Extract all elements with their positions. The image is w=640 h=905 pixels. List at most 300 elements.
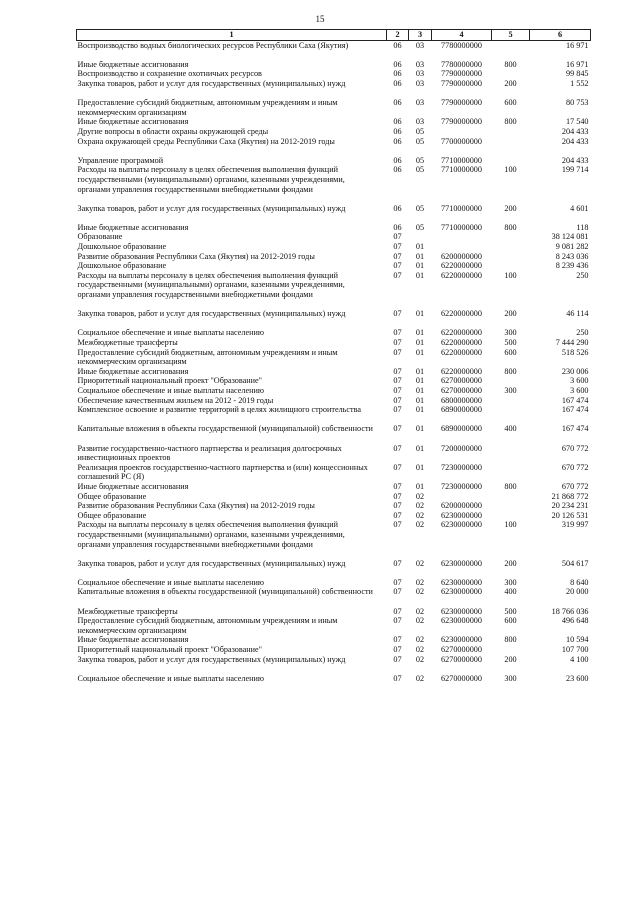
- row-description: Иные бюджетные ассигнования: [77, 59, 189, 69]
- row-expense-type: [492, 376, 530, 386]
- row-expense-type: 400: [504, 587, 517, 597]
- row-amount: 118: [576, 222, 589, 232]
- row-subsection: 01: [415, 376, 425, 386]
- row-description: Общее образование: [77, 491, 147, 501]
- row-section: 07: [393, 309, 402, 319]
- row-description: Предоставление субсидий бюджетным, автономным учреждениям и иным некоммерческим организациям: [77, 347, 338, 367]
- row-section: 07: [393, 606, 402, 616]
- row-section: 07: [393, 558, 402, 568]
- row-target-article: 6200000000: [441, 501, 482, 511]
- row-amount: 23 600: [565, 673, 589, 683]
- row-description: Охрана окружающей среды Республики Саха (Якутия) на 2012-2019 годы: [77, 136, 335, 146]
- row-amount: 504 617: [561, 558, 589, 568]
- row-amount: 46 114: [566, 309, 589, 319]
- row-target-article: 7790000000: [441, 78, 482, 88]
- row-subsection: 05: [415, 155, 425, 165]
- row-target-article: 6890000000: [441, 405, 482, 415]
- row-description: Расходы на выплаты персоналу в целях обеспечения выполнения функций государственными (муниципальными) органами, казенными учреждениями, органами управления государственными внебюджетными фондами: [77, 165, 345, 194]
- row-expense-type: 500: [504, 338, 517, 348]
- row-expense-type: [492, 40, 530, 60]
- row-target-article: [432, 492, 492, 502]
- table-row: [77, 252, 591, 262]
- row-description: Социальное обеспечение и иные выплаты населению: [77, 673, 264, 683]
- row-target-article: 7200000000: [441, 443, 482, 453]
- row-description: Иные бюджетные ассигнования: [77, 366, 189, 376]
- row-expense-type: [492, 645, 530, 655]
- row-subsection: 02: [415, 654, 425, 664]
- row-description: Образование: [77, 232, 123, 242]
- row-target-article: 6230000000: [441, 616, 482, 626]
- row-section: 07: [393, 501, 402, 511]
- row-description: Закупка товаров, работ и услуг для государственных (муниципальных) нужд: [77, 203, 346, 213]
- row-section: 06: [393, 59, 402, 69]
- row-amount: 1 552: [570, 78, 589, 88]
- row-expense-type: 100: [504, 270, 517, 280]
- row-amount: 250: [576, 270, 589, 280]
- row-description: Комплексное освоение и развитие территорий в целях жилищного строительства: [77, 405, 361, 415]
- table-row: [77, 655, 591, 674]
- row-subsection: 05: [415, 222, 425, 232]
- row-amount: 670 772: [561, 443, 589, 453]
- row-subsection: 05: [415, 136, 425, 146]
- table-row: [77, 328, 591, 338]
- row-subsection: 01: [415, 405, 425, 415]
- row-section: 07: [393, 395, 402, 405]
- row-section: 07: [393, 261, 402, 271]
- row-target-article: 7710000000: [441, 165, 482, 175]
- row-section: 06: [393, 155, 402, 165]
- row-expense-type: 300: [504, 328, 517, 338]
- table-row: [77, 137, 591, 156]
- row-expense-type: 100: [504, 520, 517, 530]
- row-subsection: 03: [415, 69, 425, 79]
- row-section: 07: [393, 376, 402, 386]
- table-row: [77, 156, 591, 166]
- row-description: Приоритетный национальный проект "Образование": [77, 376, 263, 386]
- row-subsection: 01: [415, 395, 425, 405]
- row-subsection: 01: [415, 242, 425, 252]
- row-section: 07: [393, 251, 402, 261]
- table-row: [77, 463, 591, 482]
- row-subsection: 03: [415, 59, 425, 69]
- table-row: [77, 444, 591, 463]
- row-target-article: 6230000000: [441, 520, 482, 530]
- table-row: [77, 232, 591, 242]
- row-amount: 8 243 036: [555, 251, 589, 261]
- row-description: Развитие образования Республики Саха (Якутия) на 2012-2019 годы: [77, 501, 315, 511]
- row-amount: 496 648: [561, 616, 589, 626]
- row-amount: 9 081 282: [555, 242, 589, 252]
- row-description: Социальное обеспечение и иные выплаты населению: [77, 577, 264, 587]
- row-expense-type: [492, 242, 530, 252]
- row-section: 07: [393, 366, 402, 376]
- row-amount: 20 126 531: [551, 510, 589, 520]
- table-row: [77, 578, 591, 588]
- row-target-article: 6230000000: [441, 606, 482, 616]
- row-expense-type: 800: [504, 117, 517, 127]
- row-section: 06: [393, 98, 402, 108]
- table-row: [77, 607, 591, 617]
- row-expense-type: 800: [504, 222, 517, 232]
- row-section: 06: [393, 40, 402, 50]
- table-row: [77, 338, 591, 348]
- table-row: [77, 492, 591, 502]
- row-description: Общее образование: [77, 510, 147, 520]
- row-amount: 99 845: [565, 69, 589, 79]
- row-expense-type: 800: [504, 59, 517, 69]
- row-section: 07: [393, 328, 402, 338]
- table-row: [77, 511, 591, 521]
- table-row: [77, 635, 591, 645]
- row-expense-type: [492, 511, 530, 521]
- row-target-article: 7790000000: [441, 117, 482, 127]
- row-expense-type: [492, 232, 530, 242]
- row-description: Иные бюджетные ассигнования: [77, 635, 189, 645]
- row-target-article: 7700000000: [441, 136, 482, 146]
- row-target-article: 6230000000: [441, 558, 482, 568]
- table-row: [77, 242, 591, 252]
- table-row: [77, 367, 591, 377]
- row-target-article: 6270000000: [441, 386, 482, 395]
- table-row: [77, 501, 591, 511]
- row-subsection: 01: [415, 270, 425, 280]
- row-expense-type: [492, 405, 530, 424]
- row-expense-type: 300: [504, 386, 517, 395]
- row-description: Управление программой: [77, 155, 164, 165]
- row-subsection: 02: [415, 673, 425, 683]
- row-expense-type: 500: [504, 606, 517, 616]
- row-target-article: 6270000000: [441, 645, 482, 655]
- row-subsection: 05: [415, 165, 425, 175]
- row-subsection: 02: [415, 558, 425, 568]
- row-subsection: 02: [415, 645, 425, 655]
- row-target-article: 6890000000: [441, 424, 482, 434]
- row-target-article: [432, 232, 492, 242]
- row-expense-type: [492, 261, 530, 271]
- row-amount: 21 868 772: [551, 491, 589, 501]
- table-row: [77, 165, 591, 203]
- row-target-article: 7230000000: [441, 481, 482, 491]
- row-amount: 167 474: [561, 424, 589, 434]
- row-amount: 18 766 036: [551, 606, 589, 616]
- row-amount: 107 700: [561, 645, 589, 655]
- row-subsection: 03: [415, 40, 425, 50]
- row-amount: 3 600: [570, 376, 589, 386]
- row-expense-type: 200: [504, 309, 517, 319]
- row-expense-type: 600: [504, 616, 517, 626]
- row-target-article: 6220000000: [441, 328, 482, 338]
- row-description: Межбюджетные трансферты: [77, 338, 178, 348]
- row-amount: 319 997: [561, 520, 589, 530]
- row-section: 07: [393, 616, 402, 626]
- table-row: [77, 309, 591, 328]
- row-target-article: 6230000000: [441, 587, 482, 597]
- row-section: 07: [393, 654, 402, 664]
- row-target-article: 6220000000: [441, 309, 482, 319]
- table-row: [77, 376, 591, 386]
- row-section: 07: [393, 635, 402, 645]
- row-section: 07: [393, 577, 402, 587]
- row-target-article: 6270000000: [441, 654, 482, 664]
- page-number: 15: [315, 14, 325, 24]
- row-subsection: 02: [415, 577, 425, 587]
- row-section: 07: [393, 673, 402, 683]
- row-section: 07: [393, 462, 402, 472]
- row-target-article: 7230000000: [441, 462, 482, 472]
- row-amount: 204 433: [561, 155, 589, 165]
- row-subsection: 01: [415, 251, 425, 261]
- row-amount: 20 000: [565, 587, 589, 597]
- row-target-article: 7710000000: [441, 203, 482, 213]
- row-section: 06: [393, 78, 402, 88]
- row-amount: 7 444 290: [555, 338, 589, 348]
- row-amount: 670 772: [561, 481, 589, 491]
- row-description: Расходы на выплаты персоналу в целях обеспечения выполнения функций государственными (муниципальными) органами, казенными учреждениями, органами управления государственными внебюджетными фондами: [77, 520, 345, 549]
- row-expense-type: 200: [504, 78, 517, 88]
- row-description: Предоставление субсидий бюджетным, автономным учреждениям и иным некоммерческим организациям: [77, 98, 338, 117]
- row-section: 06: [393, 69, 402, 79]
- row-subsection: 01: [415, 386, 425, 395]
- row-target-article: 7780000000: [441, 40, 482, 50]
- row-amount: 167 474: [561, 405, 589, 415]
- row-expense-type: 200: [504, 558, 517, 568]
- row-subsection: 01: [415, 366, 425, 376]
- row-section: 07: [393, 405, 402, 415]
- row-subsection: 03: [415, 98, 425, 108]
- column-header: 4: [432, 30, 492, 41]
- row-subsection: 03: [415, 117, 425, 127]
- row-amount: 8 239 436: [555, 261, 589, 271]
- row-section: 07: [393, 520, 402, 530]
- row-target-article: 6220000000: [441, 261, 482, 271]
- column-header: 6: [530, 30, 591, 41]
- table-row: [77, 69, 591, 79]
- row-section: 07: [393, 424, 402, 434]
- row-amount: 199 714: [561, 165, 589, 175]
- row-expense-type: [492, 156, 530, 166]
- table-row: [77, 645, 591, 655]
- table-row: [77, 79, 591, 98]
- row-description: Межбюджетные трансферты: [77, 606, 178, 616]
- row-description: Иные бюджетные ассигнования: [77, 222, 189, 232]
- row-section: 07: [393, 443, 402, 453]
- row-description: Закупка товаров, работ и услуг для государственных (муниципальных) нужд: [77, 558, 346, 568]
- row-subsection: 01: [415, 261, 425, 271]
- column-header: 2: [387, 30, 409, 41]
- row-section: 07: [393, 386, 402, 395]
- table-row: [77, 674, 591, 684]
- row-target-article: 6800000000: [441, 395, 482, 405]
- row-target-article: 7780000000: [441, 59, 482, 69]
- row-description: Капитальные вложения в объекты государственной (муниципальной) собственности: [77, 424, 373, 434]
- row-description: Закупка товаров, работ и услуг для государственных (муниципальных) нужд: [77, 654, 346, 664]
- row-amount: 167 474: [561, 395, 589, 405]
- row-description: Предоставление субсидий бюджетным, автономным учреждениям и иным некоммерческим организациям: [77, 616, 338, 635]
- row-amount: 20 234 231: [551, 501, 589, 511]
- row-subsection: 01: [415, 347, 425, 357]
- row-description: Дошкольное образование: [77, 242, 167, 252]
- row-expense-type: 600: [504, 347, 517, 357]
- row-description: Приоритетный национальный проект "Образование": [77, 645, 263, 655]
- row-description: Воспроизводство водных биологических ресурсов Республики Саха (Якутия): [77, 40, 349, 50]
- table-row: [77, 424, 591, 443]
- row-description: Иные бюджетные ассигнования: [77, 481, 189, 491]
- row-subsection: 01: [415, 481, 425, 491]
- row-expense-type: [492, 501, 530, 511]
- row-expense-type: 800: [504, 635, 517, 645]
- row-description: Капитальные вложения в объекты государственной (муниципальной) собственности: [77, 587, 373, 597]
- row-expense-type: [492, 127, 530, 137]
- row-description: Расходы на выплаты персоналу в целях обеспечения выполнения функций государственными (муниципальными) органами, казенными учреждениями, органами управления государственными внебюджетными фондами: [77, 270, 345, 300]
- row-amount: 80 753: [565, 98, 589, 108]
- row-amount: 16 971: [565, 59, 589, 69]
- row-target-article: 7790000000: [441, 69, 482, 79]
- row-description: Иные бюджетные ассигнования: [77, 117, 189, 127]
- row-subsection: 02: [415, 635, 425, 645]
- row-target-article: 6270000000: [441, 376, 482, 386]
- row-description: Социальное обеспечение и иные выплаты населению: [77, 328, 264, 338]
- table-row: [77, 40, 591, 60]
- column-header: 3: [409, 30, 432, 41]
- row-section: 06: [393, 203, 402, 213]
- table-row: [77, 117, 591, 127]
- row-target-article: 6220000000: [441, 366, 482, 376]
- row-subsection: 01: [415, 328, 425, 338]
- column-header: 5: [492, 30, 530, 41]
- row-subsection: 02: [415, 587, 425, 597]
- row-target-article: [432, 242, 492, 252]
- row-target-article: 7790000000: [441, 98, 482, 108]
- row-amount: 518 526: [561, 347, 589, 357]
- row-subsection: 02: [415, 520, 425, 530]
- row-subsection: 05: [415, 126, 425, 136]
- row-amount: 10 594: [565, 635, 589, 645]
- row-subsection: 02: [415, 616, 425, 626]
- table-row: [77, 559, 591, 578]
- row-amount: 670 772: [561, 462, 589, 472]
- table-row: [77, 396, 591, 406]
- row-amount: 4 100: [570, 654, 589, 664]
- row-amount: 16 971: [565, 40, 589, 50]
- row-expense-type: [492, 463, 530, 482]
- row-section: 07: [393, 645, 402, 655]
- row-section: 07: [393, 232, 402, 242]
- row-expense-type: [492, 252, 530, 262]
- row-expense-type: 100: [504, 165, 517, 175]
- row-target-article: 6220000000: [441, 270, 482, 280]
- table-row: [77, 271, 591, 309]
- row-amount: 4 601: [570, 203, 589, 213]
- row-section: 06: [393, 165, 402, 175]
- row-subsection: 02: [415, 510, 425, 520]
- row-expense-type: 600: [504, 98, 517, 108]
- table-row: [77, 127, 591, 137]
- row-target-article: 6230000000: [441, 577, 482, 587]
- table-row: [77, 405, 591, 424]
- row-section: 06: [393, 136, 402, 146]
- row-expense-type: 800: [504, 481, 517, 491]
- row-amount: 17 540: [565, 117, 589, 127]
- row-section: 07: [393, 347, 402, 357]
- row-target-article: 6220000000: [441, 338, 482, 348]
- row-target-article: 6230000000: [441, 510, 482, 520]
- row-description: Реализация проектов государственно-частного партнерства и (или) концессионных соглашений РС (Я): [77, 462, 368, 482]
- table-row: [77, 204, 591, 223]
- row-section: 06: [393, 222, 402, 232]
- row-expense-type: 300: [504, 577, 517, 587]
- row-target-article: 7710000000: [441, 155, 482, 165]
- row-description: Развитие образования Республики Саха (Якутия) на 2012-2019 годы: [77, 251, 315, 261]
- row-subsection: 02: [415, 501, 425, 511]
- row-section: 06: [393, 117, 402, 127]
- row-section: 07: [393, 338, 402, 348]
- row-target-article: 6270000000: [441, 673, 482, 683]
- table-row: [77, 520, 591, 558]
- row-expense-type: 200: [504, 203, 517, 213]
- table-row: [77, 348, 591, 367]
- row-amount: 230 006: [561, 366, 589, 376]
- row-expense-type: [492, 69, 530, 79]
- row-description: Закупка товаров, работ и услуг для государственных (муниципальных) нужд: [77, 309, 346, 319]
- row-target-article: [432, 127, 492, 137]
- row-section: 07: [393, 587, 402, 597]
- table-row: [77, 386, 591, 396]
- row-expense-type: [492, 444, 530, 463]
- row-section: 07: [393, 491, 402, 501]
- budget-table: [76, 29, 591, 683]
- row-subsection: 01: [415, 424, 425, 434]
- row-section: 07: [393, 481, 402, 491]
- row-subsection: [409, 232, 432, 242]
- row-amount: 8 640: [570, 577, 589, 587]
- row-amount: 3 600: [570, 386, 589, 395]
- row-section: 06: [393, 126, 402, 136]
- row-expense-type: [492, 137, 530, 156]
- table-row: [77, 482, 591, 492]
- row-subsection: 03: [415, 78, 425, 88]
- column-header: 1: [77, 30, 387, 41]
- row-section: 07: [393, 242, 402, 252]
- row-expense-type: [492, 396, 530, 406]
- row-expense-type: 800: [504, 366, 517, 376]
- row-expense-type: 400: [504, 424, 517, 434]
- table-header-row: [77, 30, 591, 41]
- table-row: [77, 223, 591, 233]
- row-amount: 38 124 081: [551, 232, 589, 242]
- row-subsection: 05: [415, 203, 425, 213]
- row-description: Воспроизводство и сохранение охотничьих ресурсов: [77, 69, 262, 79]
- row-description: Другие вопросы в области охраны окружающей среды: [77, 126, 269, 136]
- row-description: Социальное обеспечение и иные выплаты населению: [77, 386, 264, 395]
- row-subsection: 02: [415, 606, 425, 616]
- row-amount: 204 433: [561, 136, 589, 146]
- row-section: 07: [393, 270, 402, 280]
- row-section: 07: [393, 510, 402, 520]
- table-row: [77, 261, 591, 271]
- row-description: Развитие государственно-частного партнерства и реализация долгосрочных инвестиционных проектов: [77, 443, 342, 463]
- table-row: [77, 587, 591, 606]
- row-description: Дошкольное образование: [77, 261, 167, 271]
- table-row: [77, 616, 591, 635]
- row-subsection: 01: [415, 462, 425, 472]
- row-target-article: 6230000000: [441, 635, 482, 645]
- row-target-article: 6220000000: [441, 347, 482, 357]
- row-description: Обеспечение качественным жильем на 2012 - 2019 годы: [77, 395, 274, 405]
- row-expense-type: 300: [504, 673, 517, 683]
- table-row: [77, 98, 591, 117]
- row-description: Закупка товаров, работ и услуг для государственных (муниципальных) нужд: [77, 78, 346, 88]
- row-subsection: 01: [415, 443, 425, 453]
